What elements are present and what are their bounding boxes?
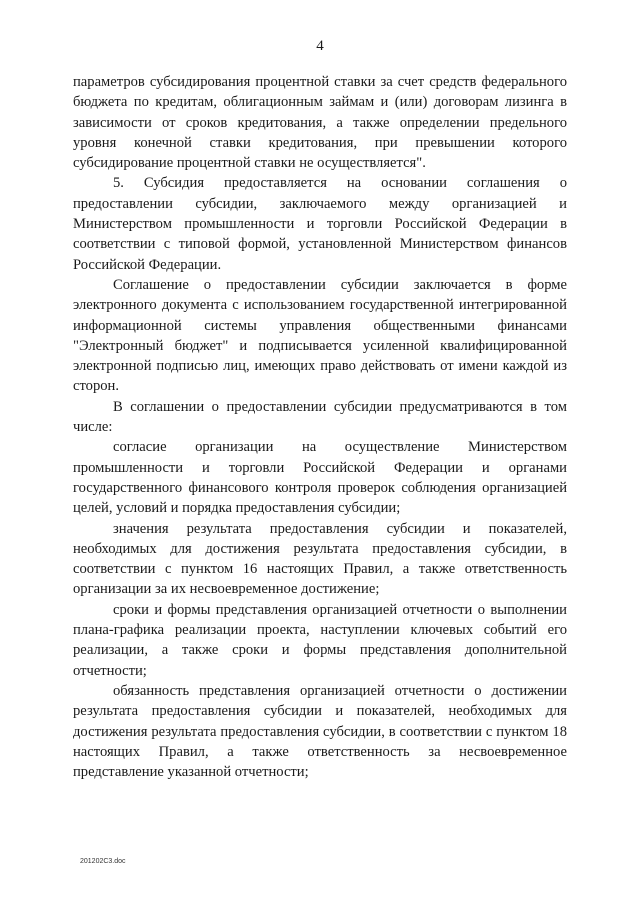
paragraph: сроки и формы представления организацией отчетности о выполнении плана-графика реализации проекта, наступлении ключевых событий его реализации, а также сроки и формы представления дополнительной отчетности;: [73, 601, 567, 679]
paragraph: параметров субсидирования процентной ставки за счет средств федерального бюджета по кредитам, облигационным займам и (или) договорам лизинга в зависимости от сроков кредитования, а также определении предельного уровня конечной ставки кредитования, при превышении которого субсидирование процентной ставки не осуществляется".: [73, 74, 567, 172]
paragraph: обязанность представления организацией отчетности о достижении результата предоставления субсидии и показателей, необходимых для достижения результата предоставления субсидии, в соответствии с пунктом 18 настоящих Правил, а также ответственность за несвоевременное представление указанной отчетности;: [73, 682, 567, 781]
paragraph: согласие организации на осуществление Министерством промышленности и торговли Российской Федерации и органами государственного финансового контроля проверок соблюдения организацией целей, условий и порядка предоставления субсидии;: [73, 439, 567, 517]
paragraph: Соглашение о предоставлении субсидии заключается в форме электронного документа с использованием государственной интегрированной информационной системы управления общественными финансами "Электронный бюджет" и подписывается усиленной квалифицированной электронной подписью лиц, имеющих право действовать от имени каждой из сторон.: [73, 276, 567, 395]
page-number: 4: [316, 38, 324, 54]
document-footer-filename: 201202С3.doc: [80, 858, 126, 865]
document-body: [73, 72, 567, 782]
paragraph: значения результата предоставления субсидии и показателей, необходимых для достижения результата предоставления субсидии, в соответствии с пунктом 16 настоящих Правил, а также ответственность организации за их несвоевременное достижение;: [73, 520, 567, 598]
paragraph: В соглашении о предоставлении субсидии предусматриваются в том числе:: [73, 398, 567, 436]
paragraph: 5. Субсидия предоставляется на основании соглашения о предоставлении субсидии, заключаемого между организацией и Министерством промышленности и торговли Российской Федерации в соответствии с типовой формой, установленной Министерством финансов Российской Федерации.: [73, 175, 567, 273]
